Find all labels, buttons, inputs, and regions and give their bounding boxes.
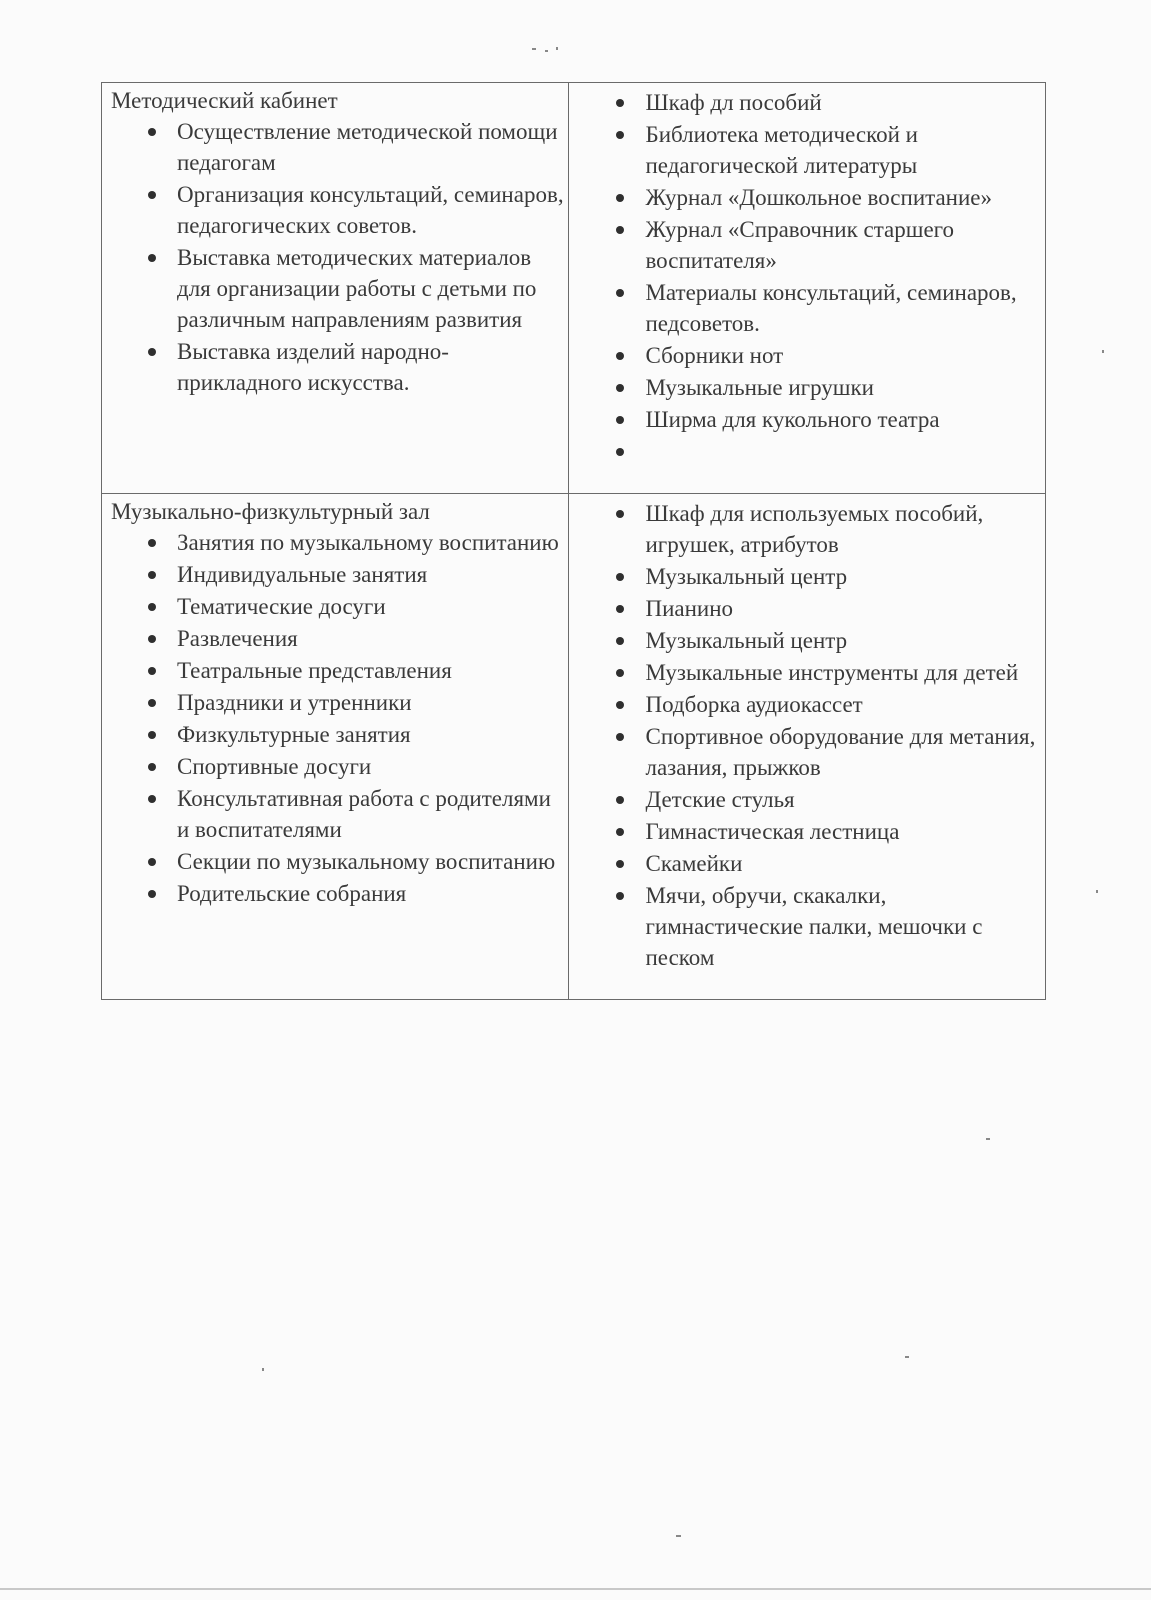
- scan-speck: [262, 1368, 264, 1371]
- bullet-icon: [616, 416, 624, 424]
- bullet-icon: [148, 348, 156, 356]
- bullet-icon: [148, 254, 156, 262]
- functions-list: [102, 527, 568, 916]
- bullet-icon: [616, 448, 624, 456]
- list-item: Театральные представления: [102, 655, 568, 686]
- list-item: Тематические досуги: [102, 591, 568, 622]
- bullet-icon: [616, 573, 624, 581]
- list-item: Организация консультаций, семинаров, педагогических советов.: [102, 179, 568, 241]
- bullet-icon: [616, 860, 624, 868]
- bullet-icon: [616, 733, 624, 741]
- list-item: Выставка методических материалов для организации работы с детьми по различным направлениям развития: [102, 242, 568, 335]
- list-item: Ширма для кукольного театра: [569, 404, 1045, 435]
- bullet-icon: [616, 352, 624, 360]
- bullet-icon: [148, 603, 156, 611]
- list-item: Выставка изделий народно-прикладного искусства.: [102, 336, 568, 398]
- list-item: Осуществление методической помощи педагогам: [102, 116, 568, 178]
- list-item: Индивидуальные занятия: [102, 559, 568, 590]
- list-item: Родительские собрания: [102, 878, 568, 909]
- list-item: Секции по музыкальному воспитанию: [102, 846, 568, 877]
- list-item: Мячи, обручи, скакалки, гимнастические палки, мешочки с песком: [569, 880, 1045, 973]
- room-cell-music-gym: [102, 494, 569, 1000]
- list-item: Скамейки: [569, 848, 1045, 879]
- list-item: Музыкальные инструменты для детей: [569, 657, 1045, 688]
- bullet-icon: [616, 289, 624, 297]
- list-item: Занятия по музыкальному воспитанию: [102, 527, 568, 558]
- equipment-list: [569, 83, 1045, 474]
- bullet-icon: [148, 635, 156, 643]
- list-item: Материалы консультаций, семинаров, педсоветов.: [569, 277, 1045, 339]
- list-item: Шкаф дл пособий: [569, 87, 1045, 118]
- bullet-icon: [148, 191, 156, 199]
- bullet-icon: [148, 890, 156, 898]
- list-item: Библиотека методической и педагогической литературы: [569, 119, 1045, 181]
- bullet-icon: [616, 892, 624, 900]
- bullet-icon: [148, 667, 156, 675]
- scan-speck: [1096, 890, 1098, 893]
- list-item: Физкультурные занятия: [102, 719, 568, 750]
- bullet-icon: [616, 226, 624, 234]
- list-item: Консультативная работа с родителями и воспитателями: [102, 783, 568, 845]
- scan-speck: [905, 1356, 909, 1358]
- premises-table: [101, 82, 1046, 1000]
- bullet-icon: [616, 637, 624, 645]
- bullet-icon: [616, 99, 624, 107]
- list-item: Сборники нот: [569, 340, 1045, 371]
- equipment-cell-music-gym: [569, 494, 1046, 1000]
- room-title: Музыкально-физкультурный зал: [111, 499, 430, 524]
- scan-speck: [556, 47, 558, 50]
- list-item: Журнал «Дошкольное воспитание»: [569, 182, 1045, 213]
- bullet-icon: [148, 699, 156, 707]
- table-row: [102, 494, 1046, 1000]
- list-item: Музыкальные игрушки: [569, 372, 1045, 403]
- scan-speck: [986, 1138, 990, 1140]
- list-item-empty: [569, 436, 1045, 467]
- bullet-icon: [148, 731, 156, 739]
- bullet-icon: [616, 194, 624, 202]
- bullet-icon: [616, 510, 624, 518]
- list-item: Музыкальный центр: [569, 561, 1045, 592]
- bullet-icon: [616, 605, 624, 613]
- list-item: Детские стулья: [569, 784, 1045, 815]
- list-item: Журнал «Справочник старшего воспитателя»: [569, 214, 1045, 276]
- equipment-cell-methodical: [569, 83, 1046, 494]
- table-row: [102, 83, 1046, 494]
- bullet-icon: [148, 795, 156, 803]
- bullet-icon: [148, 539, 156, 547]
- list-item: Гимнастическая лестница: [569, 816, 1045, 847]
- list-item: Спортивные досуги: [102, 751, 568, 782]
- bullet-icon: [148, 763, 156, 771]
- list-item: Спортивное оборудование для метания, лазания, прыжков: [569, 721, 1045, 783]
- list-item: Музыкальный центр: [569, 625, 1045, 656]
- room-cell-methodical: [102, 83, 569, 494]
- bullet-icon: [616, 701, 624, 709]
- list-item: Шкаф для используемых пособий, игрушек, атрибутов: [569, 498, 1045, 560]
- scan-speck: [1102, 350, 1104, 353]
- bullet-icon: [148, 128, 156, 136]
- scan-edge-line: [0, 1588, 1151, 1590]
- list-item: Развлечения: [102, 623, 568, 654]
- bullet-icon: [148, 571, 156, 579]
- list-item: Праздники и утренники: [102, 687, 568, 718]
- bullet-icon: [616, 828, 624, 836]
- equipment-list: [569, 494, 1045, 980]
- bullet-icon: [616, 796, 624, 804]
- functions-list: [102, 116, 568, 405]
- room-title: Методический кабинет: [111, 88, 338, 113]
- bullet-icon: [616, 384, 624, 392]
- list-item: Пианино: [569, 593, 1045, 624]
- bullet-icon: [616, 131, 624, 139]
- list-item: Подборка аудиокассет: [569, 689, 1045, 720]
- bullet-icon: [148, 858, 156, 866]
- scan-speck: [532, 48, 536, 50]
- scan-speck: [676, 1535, 681, 1537]
- bullet-icon: [616, 669, 624, 677]
- scan-speck: [545, 50, 548, 52]
